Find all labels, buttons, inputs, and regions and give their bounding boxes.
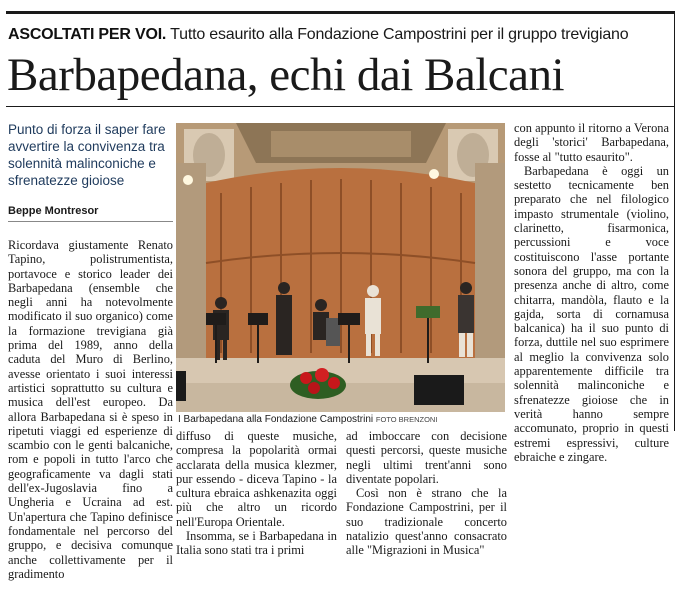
top-rule [6, 11, 674, 14]
headline-rule [6, 106, 674, 107]
headline: Barbapedana, echi dai Balcani [7, 49, 565, 101]
photo-credit: FOTO BRENZONI [375, 415, 438, 424]
paragraph: ad imboccare con decisione questi percorsi, queste musiche negli ultimi trent'anni sono diventate popolari. [346, 429, 507, 486]
photo-caption [178, 414, 505, 425]
byline: Beppe Montresor [8, 205, 173, 222]
kicker [8, 26, 628, 44]
body-column-2 [176, 429, 337, 558]
body-column-1 [8, 238, 173, 581]
paragraph: Così non è strano che la Fondazione Campostrini, per il suo tradizionale concerto natalizio quest'anno consacrato alle "Migrazioni in Musica" [346, 486, 507, 558]
kicker-text: Tutto esaurito alla Fondazione Campostrini per il gruppo trevigiano [170, 26, 629, 43]
right-rule [674, 11, 675, 431]
paragraph: Ricordava giustamente Renato Tapino, polistrumentista, portavoce e storico leader dei Barbapedana (ensemble che negli anni ha notevolmente modificato il suo organico) come la formazione trevigiana già prima del 1989, anno della caduta del Muro di Berlino, avesse orientato i suoi interessi artistici soprattutto su cultura e musica dell'est europeo. Da allora Barbapedana si è speso in ripetuti viaggi ed esperienze di scambio con le genti balcaniche, rom e popoli in tutto l'arco che geograficamente va dagli stati dell'ex-Jugoslavia fino a Ungheria e Ucraina ad est. Un'apertura che Tapino definisce fondamentale nel percorso del gruppo, e decisiva comunque anche collettivamente per il gradimento [8, 238, 173, 581]
kicker-section: ASCOLTATI PER VOI. [8, 26, 167, 43]
paragraph: diffuso di queste musiche, compresa la popolarità ormai acclarata della musica klezmer, pur essendo - diceva Tapino - la cultura ebraica ashkenazita oggi più che altro un ricordo nell'Europa Orientale. [176, 429, 337, 529]
paragraph: Insomma, se i Barbapedana in Italia sono stati tra i primi [176, 529, 337, 558]
standfirst: Punto di forza il saper fare avvertire la convivenza tra solennità malinconiche e sfrenatezze gioiose [8, 122, 166, 188]
paragraph: con appunto il ritorno a Verona degli 'storici' Barbapedana, fosse al "tutto esaurito". [514, 121, 669, 164]
paragraph: Barbapedana è oggi un sestetto tecnicamente ben preparato che nel filologico impasto strumentale (violino, clarinetto, fisarmonica, percussioni e voce costituiscono l'asse portante sonora del gruppo, ma con la presenza anche di altro, come chitarra, mandòla, flauto e la gajda, sorta di cornamusa balcanica) ha il suo punto di forza, duttile nel suo esprimere al meglio la convivenza solo apparentemente difficile tra solennità malinconiche e sfrenatezze gioiose che in verità hanno sempre accomunato, proprio in questi estremi espressivi, culture ebraiche e zingare. [514, 163, 669, 464]
concert-photo [176, 123, 505, 412]
body-column-4 [514, 121, 669, 464]
body-column-3 [346, 429, 507, 558]
caption-text: I Barbapedana alla Fondazione Campostrini [178, 414, 374, 425]
